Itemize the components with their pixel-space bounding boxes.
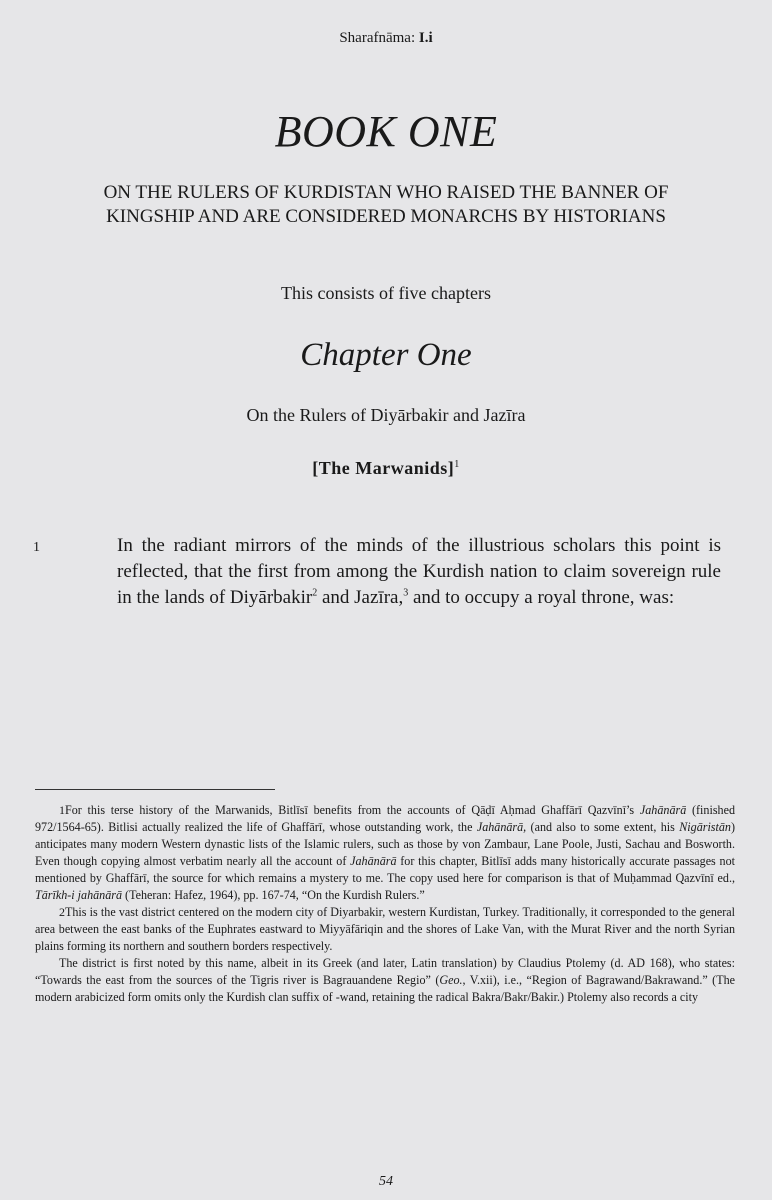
footnote-title: Jahānārā, xyxy=(476,820,527,834)
footnote-text: (and also to some extent, his xyxy=(526,820,680,834)
footnote-text: for this chapter, Bitlīsī adds many historically accurate passages not mentioned by Ghaffārī, the source for which remains a mystery to me. The copy used here for comparison is that of Muḥammad Qazvīnī ed., xyxy=(35,854,735,885)
footnote-text: (finished 972/1564-65). Bitlisi actually realized the life of Ghaffārī, whose outstanding work, the xyxy=(35,803,735,834)
running-title: Sharafnāma: xyxy=(339,30,419,46)
chapter-title: Chapter One xyxy=(300,337,472,373)
body-paragraph xyxy=(117,533,721,611)
footnote-text: The district is first noted by this name, albeit in its Greek (and later, Latin translation) by Claudius Ptolemy (d. AD 168), who states: “Towards the east from the sources of the Tigris river is Bagrauandene Regio” ( xyxy=(35,956,735,987)
footnote-mark: 1 xyxy=(59,803,65,817)
footnote-title: Jahānārā xyxy=(639,803,687,817)
footnote-ref-1[interactable]: 1 xyxy=(454,459,460,470)
page-number: 54 xyxy=(379,1174,393,1189)
body-text-part: and Jazīra, xyxy=(317,587,404,608)
footnote-title: Tārīkh-i jahānārā xyxy=(35,888,123,902)
footnote-text: ) anticipates many modern Western dynastic lists of the Islamic rulers, such as those by von Zambaur, Lane Poole, Justi, Sachau and Bosworth. Even though copying almost verbatim nearly all the account of xyxy=(35,820,735,868)
footnotes xyxy=(35,802,735,1006)
footnote-ref-2[interactable]: 2 xyxy=(312,587,318,599)
footnote-title: Jahānārā xyxy=(350,854,397,868)
footnote-text: This is the vast district centered on the modern city of Diyarbakir, western Kurdistan, Turkey. Traditionally, it corresponded to the general area between the east banks of the Euphrates eastward to Miyyāfāriqin and the shores of Lake Van, with the Murat River and the north Syrian plains forming its northern and southern borders respectively. xyxy=(35,905,735,953)
body-text-part: and to occupy a royal throne, was: xyxy=(408,587,675,608)
chapters-count-note: This consists of five chapters xyxy=(281,283,491,303)
footnote-2 xyxy=(35,904,735,955)
footnote-text: , V.xii), i.e., “Region of Bagrawand/Bakrawand.” (The modern arabicized form omits only the Kurdish clan suffix of -wand, retaining the radical Bakra/Bakr/Bakir.) Ptolemy also records a city xyxy=(35,973,735,1004)
section-title-text: [The Marwanids] xyxy=(312,458,455,478)
footnote-text: For this terse history of the Marwanids, Bitlīsī benefits from the accounts of Qāḍī Aḥmad Ghaffārī Qazvīnī’s xyxy=(65,803,640,817)
footnote-title: Nigāristān xyxy=(679,820,731,834)
footnote-2-continued xyxy=(35,955,735,1006)
body-text-part: In the radiant mirrors of the minds of the illustrious scholars this point is reflected, that the first from among the Kurdish nation to claim sovereign rule in the lands of Diyārbakir xyxy=(117,535,721,608)
chapter-subtitle: On the Rulers of Diyārbakir and Jazīra xyxy=(246,405,526,425)
running-header xyxy=(0,30,772,47)
footnote-title: Geo. xyxy=(439,973,463,987)
book-title: BOOK ONE xyxy=(274,107,498,156)
paragraph-number: 1 xyxy=(33,540,40,555)
footnote-divider xyxy=(35,789,275,790)
footnote-ref-3[interactable]: 3 xyxy=(403,587,409,599)
running-section: I.i xyxy=(418,30,433,46)
book-subtitle: ON THE RULERS OF KURDISTAN WHO RAISED THE BANNER OF KINGSHIP AND ARE CONSIDERED MONARCHS BY HISTORIANS xyxy=(103,182,669,227)
footnote-1 xyxy=(35,802,735,904)
footnote-mark: 2 xyxy=(59,905,65,919)
footnote-text: (Teheran: Hafez, 1964), pp. 167-74, “On the Kurdish Rulers.” xyxy=(122,888,425,902)
section-title xyxy=(0,458,772,479)
